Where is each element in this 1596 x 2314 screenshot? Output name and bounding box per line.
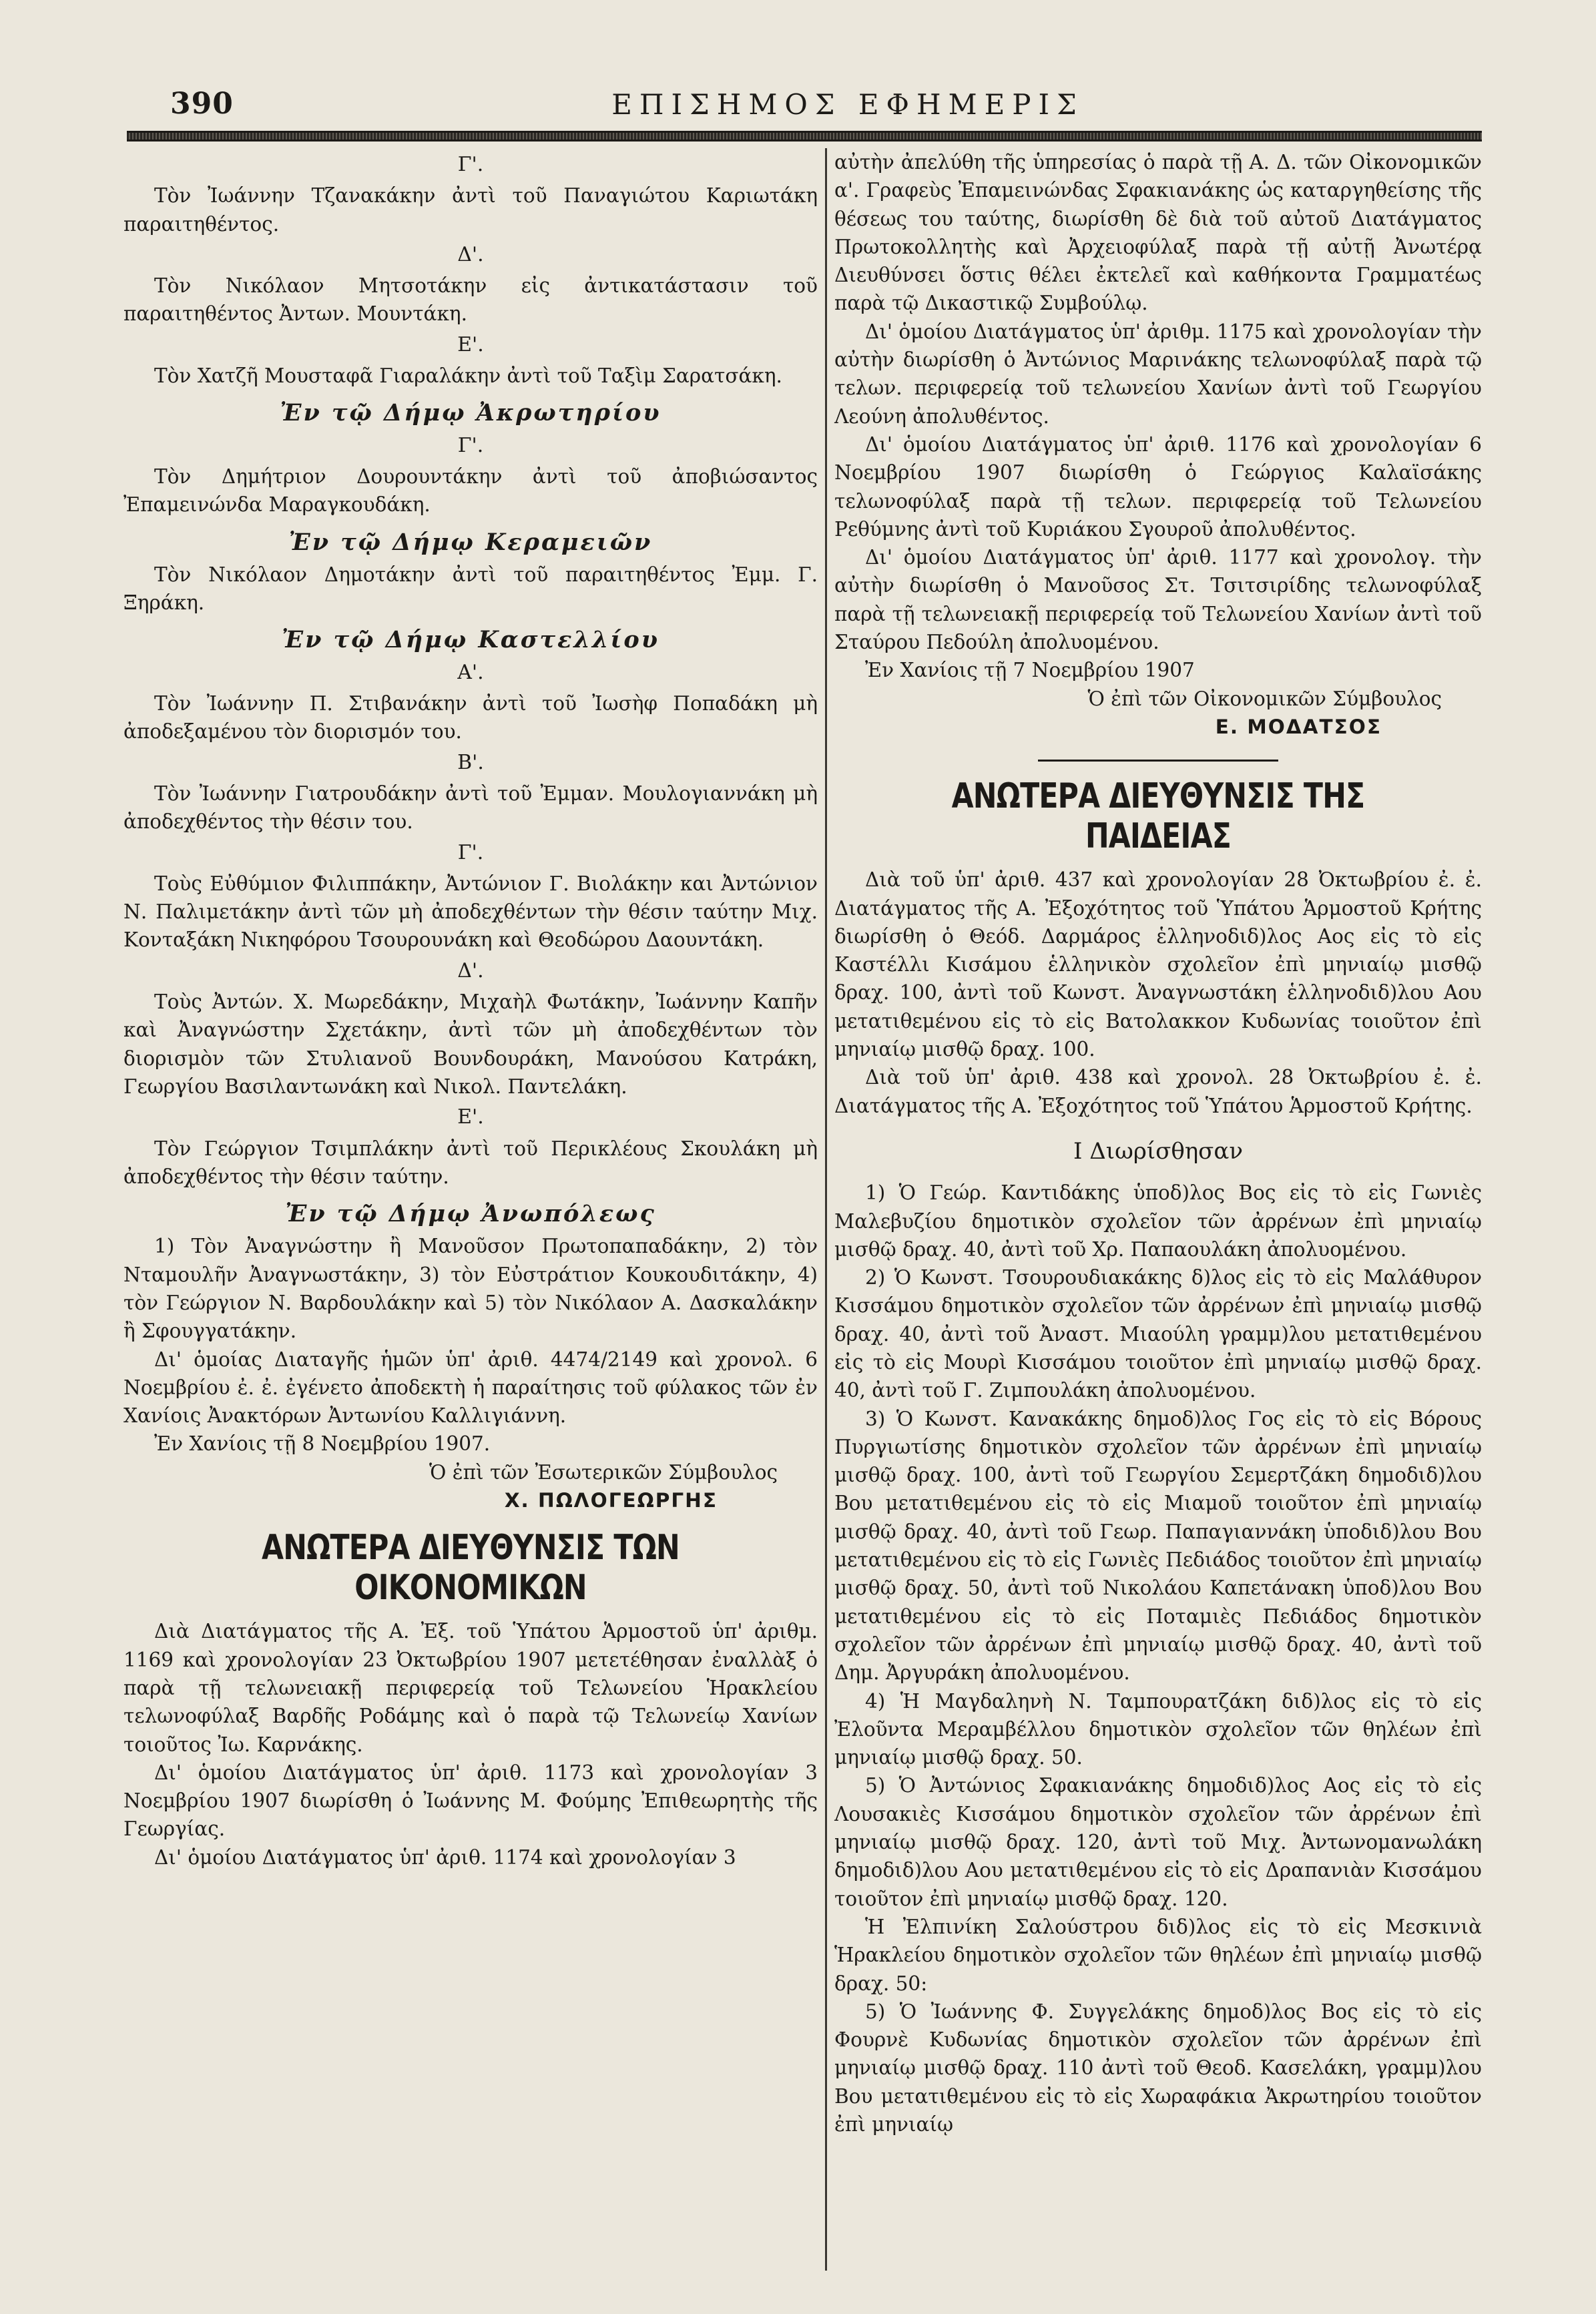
paragraph: Δι' ὁμοίου Διατάγματος ὑπ' ἀριθ. 1177 καὶ χρονολογ. τὴν αὐτὴν διωρίσθη ὁ Μανοῦσος Στ. Τσιτσιρίδης τελωνοφύλαξ παρὰ τῇ τελωνειακῇ περιφερείᾳ τοῦ Τελωνείου Χανίων ἀντὶ τοῦ Σταύρου Πεδούλη ἀπολυομένου. — [834, 546, 1482, 654]
municipality-heading: Ἐν τῷ Δήμῳ Ἀνωπόλεως — [285, 1200, 656, 1228]
paragraph: Τὸν Νικόλαον Δημοτάκην ἀντὶ τοῦ παραιτηθέντος Ἐμμ. Γ. Ξηράκη. — [123, 563, 818, 615]
paragraph: Διὰ Διατάγματος τῆς Α. Ἐξ. τοῦ Ὑπάτου Ἁρμοστοῦ ὑπ' ἀριθμ. 1169 καὶ χρονολογίαν 23 Ὀκτωβρίου 1907 μετετέθησαν ἐναλλὰξ ὁ παρὰ τῇ τελωνειακῇ περιφερείᾳ τοῦ Τελωνείου Ἡρακλείου τελωνοφύλαξ Βαρδῆς Ροδάμης καὶ ὁ παρὰ τῷ Τελωνείῳ Χανίων τοιοῦτος Ἰω. Καρνάκης. — [123, 1620, 818, 1756]
section-letter: Γ'. — [457, 433, 484, 457]
paragraph: Δι' ὁμοίου Διατάγματος ὑπ' ἀριθ. 1174 καὶ χρονολογίαν 3 — [154, 1845, 736, 1869]
list-item: 4) Ἡ Μαγδαληνὴ Ν. Ταμπουρατζάκη διδ)λος εἰς τὸ εἰς Ἐλοῦντα Μεραμβέλλου δημοτικὸν σχολεῖον τῶν θηλέων ἐπὶ μηνιαίῳ μισθῷ δραχ. 50. — [834, 1689, 1482, 1769]
section-letter: Β'. — [457, 750, 484, 774]
paragraph: Τὸν Χατζῆ Μουσταφᾶ Γιαραλάκην ἀντὶ τοῦ Ταξὶμ Σαρατσάκη. — [154, 364, 782, 388]
section-letter: Α'. — [457, 660, 484, 684]
signature-title: Ὁ ἐπὶ τῶν Οἰκονομικῶν Σύμβουλος — [1087, 687, 1442, 710]
list-item: 5) Ὁ Ἰωάννης Φ. Συγγελάκης δημοδ)λος Βος εἰς τὸ εἰς Φουρνὲ Κυδωνίας δημοτικὸν σχολεῖον τῶν ἀρρένων ἐπὶ μηνιαίῳ μισθῷ δραχ. 110 ἀντὶ τοῦ Θεοδ. Κασελάκη, γραμμ)λου Βου μετατιθεμένου εἰς τὸ εἰς Χωραφάκια Ἀκρωτηρίου τοιοῦτον ἐπὶ μηνιαίῳ — [834, 2000, 1482, 2136]
paragraph: Δι' ὁμοίας Διαταγῆς ἡμῶν ὑπ' ἀριθ. 4474/2149 καὶ χρονολ. 6 Νοεμβρίου ἐ. ἐ. ἐγένετο ἀποδεκτὴ ἡ παραίτησις τοῦ φύλακος τῶν ἐν Χανίοις Ἀνακτόρων Ἀντωνίου Καλλιγιάννη. — [123, 1348, 818, 1428]
list-item: 1) Ὁ Γεώρ. Καντιδάκης ὑποδ)λος Βος εἰς τὸ εἰς Γωνιὲς Μαλεβυζίου δημοτικὸν σχολεῖον τῶν ἀρρένων ἐπὶ μηνιαίῳ μισθῷ δραχ. 40, ἀντὶ τοῦ Χρ. Παπαουλάκη ἀπολυομένου. — [834, 1181, 1482, 1261]
journal-title: ΕΠΙΣΗΜΟΣ ΕΦΗΜΕΡΙΣ — [611, 88, 1084, 121]
paragraph: αὐτὴν ἀπελύθη τῆς ὑπηρεσίας ὁ παρὰ τῇ Α. Δ. τῶν Οἰκονομικῶν α'. Γραφεὺς Ἐπαμεινώνδας Σφακιανάκης ὡς καταργηθείσης τῆς θέσεως του ταύτης, διωρίσθη δὲ διὰ τοῦ αὐτοῦ Διατάγματος Πρωτοκολλητὴς καὶ Ἀρχειοφύλαξ παρὰ τῇ αὐτῇ Ἀνωτέρᾳ Διευθύνσει ὅστις θέλει ἐκτελεῖ καὶ καθήκοντα Γραμματέως παρὰ τῷ Δικαστικῷ Συμβούλῳ. — [834, 151, 1482, 315]
signature-name: Χ. ΠΩΛΟΓΕΩΡΓΗΣ — [504, 1489, 718, 1512]
paragraph: Τὸν Ἰωάννην Γιατρουδάκην ἀντὶ τοῦ Ἐμμαν. Μουλογιαννάκη μὴ ἀποδεχθέντος τὴν θέσιν του. — [123, 782, 818, 834]
list-item: Ἡ Ἐλπινίκη Σαλούστρου διδ)λος εἰς τὸ εἰς Μεσκινιὰ Ἡρακλείου δημοτικὸν σχολεῖον τῶν θηλέων ἐπὶ μηνιαίῳ μισθῷ δραχ. 50: — [834, 1915, 1482, 1995]
paragraph: Τὸν Γεώργιον Τσιμπλάκην ἀντὶ τοῦ Περικλέους Σκουλάκη μὴ ἀποδεχθέντος τὴν θέσιν ταύτην. — [123, 1137, 818, 1188]
paragraph: Τὸν Ἰωάννην Τζανακάκην ἀντὶ τοῦ Παναγιώτου Καριωτάκη παραιτηθέντος. — [123, 184, 818, 236]
municipality-heading: Ἐν τῷ Δήμῳ Ἀκρωτηρίου — [280, 399, 661, 427]
paragraph: Τὸν Ἰωάννην Π. Στιβανάκην ἀντὶ τοῦ Ἰωσὴφ Ποπαδάκη μὴ ἀποδεξαμένου τὸν διορισμόν του. — [123, 692, 818, 744]
left-column — [123, 148, 818, 1871]
header-rule — [127, 131, 1482, 141]
section-letter: Γ'. — [457, 153, 484, 176]
list-item: 2) Ὁ Κωνστ. Τσουρουδιακάκης δ)λος εἰς τὸ εἰς Μαλάθυρον Κισσάμου δημοτικὸν σχολεῖον τῶν ἀρρένων ἐπὶ μηνιαίῳ μισθῷ δραχ. 40, ἀντὶ τοῦ Ἀναστ. Μιαούλη γραμμ)λου μετατιθεμένου εἰς τὸ εἰς Μουρὶ Κισσάμου τοιοῦτον ἐπὶ μηνιαίῳ μισθῷ δραχ. 40, ἀντὶ τοῦ Γ. Ζιμπουλάκη ἀπολυομένου. — [834, 1266, 1482, 1402]
section-heading: ΑΝΩΤΕΡΑ ΔΙΕΥΘΥΝΣΙΣ ΤΗΣ ΠΑΙΔΕΙΑΣ — [951, 776, 1365, 857]
page-number: 390 — [170, 87, 234, 121]
signature-title: Ὁ ἐπὶ τῶν Ἐσωτερικῶν Σύμβουλος — [429, 1460, 778, 1484]
date-line: Ἐν Χανίοις τῇ 8 Νοεμβρίου 1907. — [154, 1432, 491, 1456]
section-letter: Δ'. — [457, 242, 484, 266]
paragraph: Διὰ τοῦ ὑπ' ἀριθ. 438 καὶ χρονολ. 28 Ὀκτωβρίου ἐ. ἐ. Διατάγματος τῆς Α. Ἐξοχότητος τοῦ Ὑπάτου Ἁρμοστοῦ Κρήτης. — [834, 1066, 1482, 1117]
signature-name: Ε. ΜΟΔΑΤΣΟΣ — [1215, 715, 1382, 738]
divider — [1038, 760, 1278, 762]
date-line: Ἐν Χανίοις τῇ 7 Νοεμβρίου 1907 — [865, 659, 1195, 682]
paragraph: Τὸν Νικόλαον Μητσοτάκην εἰς ἀντικατάστασιν τοῦ παραιτηθέντος Ἀντων. Μουντάκη. — [123, 274, 818, 326]
paragraph: Τὸν Δημήτριον Δουρουντάκην ἀντὶ τοῦ ἀποβιώσαντος Ἐπαμεινώνδα Μαραγκουδάκη. — [123, 465, 818, 517]
paragraph: Τοὺς Ἀντών. Χ. Μωρεδάκην, Μιχαὴλ Φωτάκην, Ἰωάννην Καπῆν καὶ Ἀναγνώστην Σχετάκην, ἀντὶ τῶν μὴ ἀποδεχθέντων τὸν διορισμὸν τῶν Στυλιανοῦ Βουνδουράκη, Μανούσου Κατράκη, Γεωργίου Βασιλαντωνάκη καὶ Νικολ. Παντελάκη. — [123, 990, 818, 1098]
list-item: 5) Ὁ Ἀντώνιος Σφακιανάκης δημοδιδ)λος Αος εἰς τὸ εἰς Λουσακιὲς Κισσάμου δημοτικὸν σχολεῖον τῶν ἀρρένων ἐπὶ μηνιαίῳ μισθῷ δραχ. 120, ἀντὶ τοῦ Μιχ. Ἀντωνομανωλάκη δημοδιδ)λου Αου μετατιθεμένου εἰς τὸ εἰς Δραπανιὰν Κισσάμου τοιοῦτον ἐπὶ μηνιαίῳ μισθῷ δραχ. 120. — [834, 1774, 1482, 1910]
list-item: 3) Ὁ Κωνστ. Κανακάκης δημοδ)λος Γος εἰς τὸ εἰς Βόρους Πυργιωτίσης δημοτικὸν σχολεῖον τῶν ἀρρένων ἐπὶ μηνιαίῳ μισθῷ δραχ. 100, ἀντὶ τοῦ Γεωργίου Σεμερτζάκη δημοδιδ)λου Βου μετατιθεμένου εἰς τὸ εἰς Μιαμοῦ τοιοῦτον ἐπὶ μηνιαίῳ μισθῷ δραχ. 40, ἀντὶ τοῦ Γεωρ. Παπαγιαννάκη ὑποδιδ)λου Βου μετατιθεμένου εἰς τὸ εἰς Γωνιὲς Πεδιάδος τοιοῦτον ἐπὶ μηνιαίῳ μισθῷ δραχ. 50, ἀντὶ τοῦ Νικολάου Καπετάνακη ὑποδ)λου Βου μετατιθεμένου εἰς τὸ εἰς Ποταμιὲς Πεδιάδος δημοτικὸν σχολεῖον τῶν ἀρρένων ἐπὶ μηνιαίῳ μισθῷ δραχ. 40, ἀντὶ τοῦ Δημ. Ἀργυράκη ἀπολυομένου. — [834, 1407, 1482, 1685]
paragraph: Διὰ τοῦ ὑπ' ἀριθ. 437 καὶ χρονολογίαν 28 Ὀκτωβρίου ἐ. ἐ. Διατάγματος τῆς Α. Ἐξοχότητος τοῦ Ὑπάτου Ἁρμοστοῦ Κρήτης διωρίσθη ὁ Θεόδ. Δαρμάρος ἑλληνοδιδ)λος Αος εἰς τὸ εἰς Καστέλλι Κισάμου ἑλληνικὸν σχολεῖον ἐπὶ μηνιαίῳ μισθῷ δραχ. 100, ἀντὶ τοῦ Κωνστ. Ἀναγνωστάκη ἑλληνοδιδ)λου Αου μετατιθεμένου εἰς τὸ εἰς Βατολακκον Κυδωνίας τοιοῦτον ἐπὶ μηνιαίῳ μισθῷ δραχ. 100. — [834, 868, 1482, 1061]
municipality-heading: Ἐν τῷ Δήμῳ Καστελλίου — [281, 626, 659, 654]
subheading: Ι Διωρίσθησαν — [1073, 1137, 1244, 1165]
section-letter: Ε'. — [457, 332, 484, 356]
column-divider — [825, 148, 827, 2271]
paragraph: Δι' ὁμοίου Διατάγματος ὑπ' ἀριθ. 1173 καὶ χρονολογίαν 3 Νοεμβρίου 1907 διωρίσθη ὁ Ἰωάννης Μ. Φούμης Ἐπιθεωρητὴς τῆς Γεωργίας. — [123, 1761, 818, 1841]
section-letter: Γ'. — [457, 840, 484, 864]
section-heading: ΑΝΩΤΕΡΑ ΔΙΕΥΘΥΝΣΙΣ ΤΩΝ ΟΙΚΟΝΟΜΙΚΩΝ — [262, 1528, 680, 1609]
paragraph: Δι' ὁμοίου Διατάγματος ὑπ' ἀριθ. 1176 καὶ χρονολογίαν 6 Νοεμβρίου 1907 διωρίσθη ὁ Γεώργιος Καλαϊσάκης τελωνοφύλαξ παρὰ τῇ τελων. περιφερείᾳ τοῦ Τελωνείου Ρεθύμνης ἀντὶ τοῦ Κυριάκου Σγουροῦ ἀπολυθέντος. — [834, 432, 1482, 541]
right-column — [834, 148, 1482, 2138]
paragraph: 1) Τὸν Ἀναγνώστην ἢ Μανοῦσον Πρωτοπαπαδάκην, 2) τὸν Νταμουλῆν Ἀναγνωστάκην, 3) τὸν Εὐστράτιον Κουκουδιτάκην, 4) τὸν Γεώργιον Ν. Βαρδουλάκην καὶ 5) τὸν Νικόλαον Α. Δασκαλάκην ἢ Σφουγγατάκην. — [123, 1235, 818, 1343]
paragraph: Τοὺς Εὐθύμιον Φιλιππάκην, Ἀντώνιον Γ. Βιολάκην και Ἀντώνιον Ν. Παλιμετάκην ἀντὶ τῶν μὴ ἀποδεχθέντων τὴν θέσιν ταύτην Μιχ. Κονταξάκη Νικηφόρου Τσουρουνάκη καὶ Θεοδώρου Δαουντάκη. — [123, 872, 818, 952]
section-letter: Δ'. — [457, 958, 484, 982]
paragraph: Δι' ὁμοίου Διατάγματος ὑπ' ἀριθμ. 1175 καὶ χρονολογίαν τὴν αὐτὴν διωρίσθη ὁ Ἀντώνιος Μαρινάκης τελωνοφύλαξ παρὰ τῷ τελων. περιφερείᾳ τοῦ τελωνείου Χανίων ἀντὶ τοῦ Γεωργίου Λεούνη ἀπολυθέντος. — [834, 320, 1482, 428]
municipality-heading: Ἐν τῷ Δήμῳ Κεραμειῶν — [288, 528, 653, 556]
section-letter: Ε'. — [457, 1105, 484, 1129]
